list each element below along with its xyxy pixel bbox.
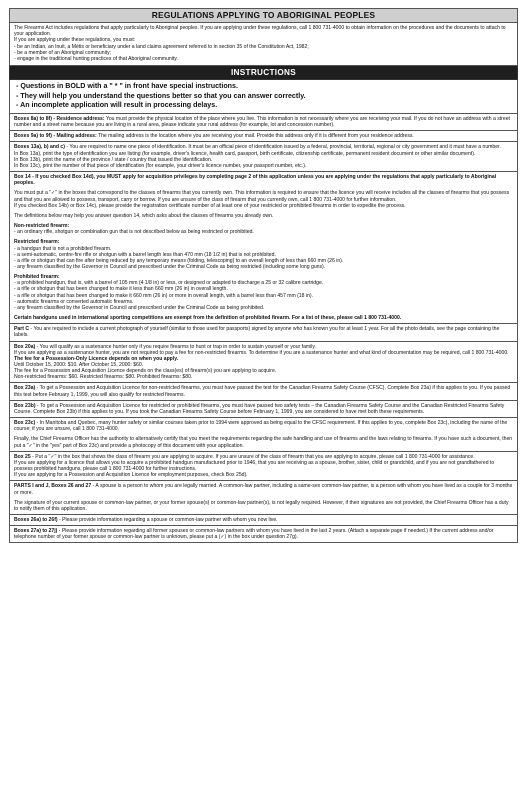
section-label: Box 23b) [14, 402, 36, 409]
section-text: - You are required to include a current photograph of yourself (similar to those used for passports) signed by anyone who has known you for at least 1 year. For all the photo details, see the page containing the labels. [14, 326, 500, 339]
section-label: Boxes 13a), b) and c) [14, 144, 65, 151]
section-paragraph: Finally, the Chief Firearms Officer has the authority to alternatively certify that you meet the requirements regarding the safe handling and use of firearms and the laws relating to firearms. If you have such a document, then put a "✓" in the "yes" part of Box 23c) and provide a photocopy of this document with your application. [14, 436, 513, 449]
prohibited-item: - a rifle or shotgun that has been changed to make it less than 660 mm (26 in) in overall length. [14, 286, 228, 293]
box25-section [9, 452, 518, 482]
box14-heading: Box 14 - If you checked Box 14d), you MUST apply for acquisition privileges by completing page 2 of this application unless you are applying under the regulations that apply particularly to Aboriginal peoples. [14, 174, 497, 187]
identification-section [9, 142, 518, 172]
regulations-line: - be a member of an Aboriginal community; [14, 49, 112, 56]
restricted-title: Restricted firearm: [14, 239, 60, 246]
handguns-note: Certain handguns used in international sporting competitions are exempt from the definition of prohibited firearm. For a list of these, please call 1 800 731-4000. [14, 315, 402, 322]
restricted-item: - a handgun that is not a prohibited firearm. [14, 245, 112, 252]
prohibited-title: Prohibited firearm: [14, 274, 60, 281]
prohibited-item: - automatic firearms or converted automatic firearms. [14, 298, 134, 305]
section-line: If you are applying for a Possession and Acquisition Licence for employment purposes, check Box 25d). [14, 472, 248, 479]
section-text: - Please provide information regarding a spouse or common-law partner with whom you now live. [57, 516, 278, 523]
nonrestricted-item: - an ordinary rifle, shotgun or combination gun that is not described below as being restricted or prohibited. [14, 229, 254, 236]
restricted-item: - a semi-automatic, centre-fire rifle or shotgun with a barrel length less than 470 mm (18 1/2 in) that is not prohibited. [14, 251, 276, 258]
section-text: You must provide the physical location of the place where you live. This information is not necessarily where you are receiving your mail. If you do not have an address with a street number and a street name because you are living in a rural area, please indicate your rural address (for example, lot and concession number). [14, 116, 510, 129]
section-label: Boxes 27a) to 27j) [14, 528, 58, 535]
restricted-item: - a rifle or shotgun that can fire after being reduced by any temporary means (folding, telescoping) to an overall length of less than 660 mm (26 in). [14, 257, 344, 264]
section-line: In Box 13c), print the number of that piece of identification (for example, your driver's licence number, your passport number, etc.). [14, 162, 307, 169]
instructions-page [9, 8, 518, 543]
section-label: Box 25 [14, 453, 31, 460]
regulations-header: REGULATIONS APPLYING TO ABORIGINAL PEOPLES [9, 8, 518, 23]
section-line: If you are applying for a licence that allows you to acquire a prohibited handgun manufactured prior to 1946, that you are receiving as a spouse, brother, sister, child or grandchild, and if you are not grandfathered to possess prohibited handguns, please call 1 800 731-4000 for further instructions. [14, 459, 495, 473]
section-text: - Put a "✓" in the box that shows the class of firearm you are applying to acquire. If you are unsure of the class of firearm that you are applying to acquire, please call 1 800 731-4000 for assistance. [30, 453, 475, 460]
intro-line: - They will help you understand the questions better so that you can answer correctly. [16, 91, 306, 100]
section-line: If you are applying as a sustenance hunter, you are not required to pay a fee for non-restricted firearms. To determine if you are a sustenance hunter and what kind of documentation may be required, call 1 800 731-4000. [14, 349, 509, 356]
section-text: - Please provide information regarding all former spouses or common-law partners with whom you have lived in the last 2 years. (Attach a separate page if needed.) If the current address and/or telephone number of your former spouse or common-law partner is unknown, please put a (✓) in the box under question 27g). [14, 528, 494, 541]
nonrestricted-title: Non-restricted firearm: [14, 223, 70, 230]
residence-section [9, 114, 518, 131]
section-text: - To get a Possession and Acquisition Licence for restricted or prohibited firearms, you must have passed two safety tests – the Canadian Firearms Safety Course and the Canadian Restricted Firearms Safety Course. Complete Box 23b) if this applies to you. If you took the Canadian Firearms Safety Course before February 1, 1999, you are considered to have met both these requirements. [14, 402, 505, 415]
regulations-box [9, 23, 518, 66]
section-text: - You are required to name one piece of identification. It must be an official piece of identification issued by a federal, provincial, territorial, regional or city government and it must have a number. [64, 144, 501, 151]
section-line: Non-restricted firearms: $60. Restricted firearms: $80. Prohibited firearms: $80. [14, 374, 193, 381]
section-text: The mailing address is the location where you are receiving your mail. Provide this address only if it is different from your residence address. [96, 133, 414, 140]
mailing-section [9, 131, 518, 142]
prohibited-item: - any firearm classified by the Governor in Council and prescribed under the Criminal Code as being prohibited. [14, 304, 265, 311]
restricted-item: - any firearm classified by the Governor in Council and prescribed under the Criminal Code as being restricted (including some long guns). [14, 263, 326, 270]
box23c-section [9, 418, 518, 452]
parts-ij-section [9, 481, 518, 515]
section-line: The fee for a Possession and Acquisition Licence depends on the class(es) of firearm(s) you are applying to acquire. [14, 368, 277, 375]
prohibited-item: - a prohibited handgun, that is, with a barrel of 105 mm (4 1/8 in) or less, or designed or adapted to discharge a 25 or 32 calibre cartridge. [14, 280, 324, 287]
regulations-line: - engage in the traditional hunting practices of that Aboriginal community. [14, 56, 178, 63]
regulations-line: - be an Indian, an Inuit, a Métis or beneficiary under a land claims agreement referred to in section 35 of the Constitution Act, 1982; [14, 43, 309, 50]
section-label: Boxes 26a) to 26f) [14, 516, 58, 523]
box23a-section [9, 383, 518, 400]
section-label: Boxes 9a) to 9f) - Mailing address: [14, 133, 97, 140]
section-text: - In Manitoba and Quebec, many hunter safety or similar courses taken prior to 1994 were approved as being equal to the CFSC requirement. If this applies to you, complete Box 23c), including the name of the course; if you are unsure, call 1 800 731-4000. [14, 420, 508, 433]
section-line: In Box 13b), print the name of the province / state / country that issued the identification. [14, 156, 213, 163]
partc-section [9, 324, 518, 341]
section-label: Boxes 8a) to 8f) - Residence address: [14, 116, 105, 122]
section-label: Box 23c) [14, 420, 36, 427]
box14-paragraph: You must put a "✓" in the boxes that correspond to the classes of firearms that you currently own. This information is required to ensure that the licence you will receive includes all the classes of firearms that you possess and that you are allowed to possess, transport, carry or borrow. If you are unsure of the class of firearm that you currently own, call 1 800 731-4000 for further information. [14, 190, 510, 203]
box23b-section [9, 401, 518, 418]
section-label: Part C [14, 326, 30, 333]
section-text: - A spouse is a person to whom you are legally married. A common-law partner, including a same-sex common-law partner, is a person with whom you have lived as a couple for 3 months or more. [14, 483, 513, 496]
box27-section [9, 526, 518, 543]
regulations-line: If you are applying under these regulations, you must: [14, 37, 136, 44]
section-line: Until October 15, 2000: $10. After October 15, 2000: $60. [14, 362, 144, 368]
box14-paragraph: The definitions below may help you answer question 14, which asks about the classes of firearms you already own. [14, 212, 274, 219]
box14-section [9, 172, 518, 324]
section-label: PARTS I and J, Boxes 26 and 27 [14, 483, 92, 490]
intro-line: - An incomplete application will result in processing delays. [16, 101, 218, 110]
box14-paragraph: If you checked Box 14b) or Box 14c), please provide the registration certificate number of at least one of your restricted or prohibited firearms in order to expedite the process. [14, 202, 406, 209]
intro-line: - Questions in BOLD with a " * " in front have special instructions. [16, 82, 238, 91]
instructions-intro [9, 80, 518, 114]
section-label: Box 20a) [14, 343, 36, 350]
section-line: The fee for a Possession-Only Licence depends on when you apply. [14, 355, 179, 362]
section-label: Box 23a) [14, 385, 36, 392]
section-paragraph: The signature of your current spouse or common-law partner, or your former spouse(s) or common-law partner(s), is not legally required. However, if their signatures are not provided, the Chief Firearms Officer has a duty to notify them of this application. [14, 499, 509, 512]
box20-section [9, 342, 518, 384]
section-text: - To get a Possession and Acquisition Licence for non-restricted firearms, you must have passed the test for the Canadian Firearms Safety Course (CFSC). Complete Box 23a) if this applies to you. If you passed this test before February 1, 1999, you will also qualify for restricted firearms. [14, 385, 511, 398]
box26-section [9, 515, 518, 526]
regulations-line: The Firearms Act includes regulations that apply particularly to Aboriginal peoples. If you are applying under these regulations, call 1 800 731-4000 to obtain information on the procedures and the documents to attach to your application. [14, 25, 506, 38]
section-line: In Box 13a), print the type of identification you are listing (for example, driver's licence, health card, passport, birth certificate, citizenship certificate, permanent resident document or other similar document). [14, 150, 476, 157]
section-text: - You will qualify as a sustenance hunter only if you require firearms to hunt or trap in order to sustain yourself or your family. [35, 343, 316, 350]
instructions-header: INSTRUCTIONS [9, 66, 518, 80]
prohibited-item: - a rifle or shotgun that has been changed to make it 660 mm (26 in) or more in overall length, with a barrel less than 457 mm (18 in). [14, 292, 313, 299]
